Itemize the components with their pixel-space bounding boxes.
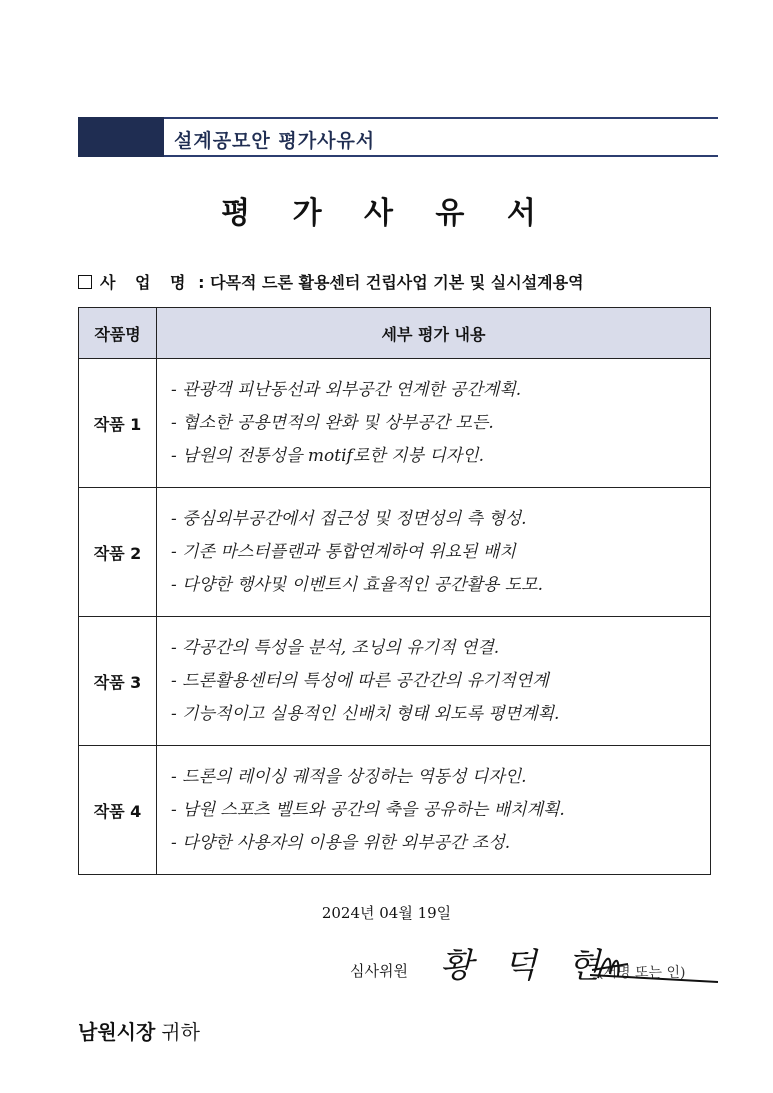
table-header-row xyxy=(79,308,711,359)
comment-line: - 드론활용센터의 특성에 따른 공간간의 유기적연계 xyxy=(171,670,549,691)
judge-name: 황 덕 현 xyxy=(440,946,611,986)
header-rule-bottom xyxy=(164,155,718,157)
header-evaluation-details: 세부 평가 내용 xyxy=(157,308,711,359)
section-header xyxy=(78,117,718,157)
recipient-name: 남원시장 xyxy=(78,1020,156,1044)
evaluation-date: 2024년 04월 19일 xyxy=(321,904,452,922)
table-row xyxy=(79,359,711,488)
signature-area xyxy=(588,948,724,988)
document-title: 평 가 사 유 서 xyxy=(221,196,552,231)
project-label: 사 업 명 xyxy=(100,273,193,292)
comment-line: - 다양한 사용자의 이용을 위한 외부공간 조성. xyxy=(171,832,511,853)
evaluation-comments xyxy=(157,746,711,875)
work-name: 작품 3 xyxy=(79,617,157,746)
table-row xyxy=(79,488,711,617)
evaluation-comments xyxy=(157,488,711,617)
signature-mark xyxy=(588,948,724,988)
comment-line: - 남원 스포츠 벨트와 공간의 축을 공유하는 배치계획. xyxy=(171,799,565,820)
comment-line: - 관광객 피난동선과 외부공간 연계한 공간계획. xyxy=(171,379,522,400)
signature-note: (서명 또는 인) xyxy=(598,965,686,981)
comment-line: - 드론의 레이싱 궤적을 상징하는 역동성 디자인. xyxy=(171,766,527,787)
table-row xyxy=(79,746,711,875)
header-title: 설계공모안 평가사유서 xyxy=(174,130,376,152)
evaluation-table xyxy=(78,307,711,875)
work-name: 작품 2 xyxy=(79,488,157,617)
recipient xyxy=(78,1016,200,1045)
recipient-honorific: 귀하 xyxy=(161,1020,200,1044)
table-row xyxy=(79,617,711,746)
project-name: 다목적 드론 활용센터 건립사업 기본 및 실시설계용역 xyxy=(210,273,584,292)
comment-line: - 다양한 행사및 이벤트시 효율적인 공간활용 도모. xyxy=(171,574,544,595)
comment-line: - 각공간의 특성을 분석, 조닝의 유기적 연결. xyxy=(171,637,500,658)
comment-line: - 남원의 전통성을 motif로한 지붕 디자인. xyxy=(171,445,484,466)
header-rule-top xyxy=(164,117,718,119)
comment-line: - 중심외부공간에서 접근성 및 정면성의 측 형성. xyxy=(171,508,527,529)
checkbox-icon xyxy=(78,275,92,289)
evaluation-comments xyxy=(157,359,711,488)
evaluation-comments xyxy=(157,617,711,746)
work-name: 작품 4 xyxy=(79,746,157,875)
comment-line: - 기존 마스터플랜과 통합연계하여 위요된 배치 xyxy=(171,541,516,562)
header-work-name: 작품명 xyxy=(79,308,157,359)
project-separator: : xyxy=(198,273,205,292)
work-name: 작품 1 xyxy=(79,359,157,488)
comment-line: - 협소한 공용면적의 완화 및 상부공간 모든. xyxy=(171,412,494,433)
judge-label: 심사위원 xyxy=(350,962,408,980)
project-line xyxy=(78,270,584,293)
comment-line: - 기능적이고 실용적인 신배치 형태 외도록 평면계획. xyxy=(171,703,560,724)
header-accent-block xyxy=(78,117,164,157)
